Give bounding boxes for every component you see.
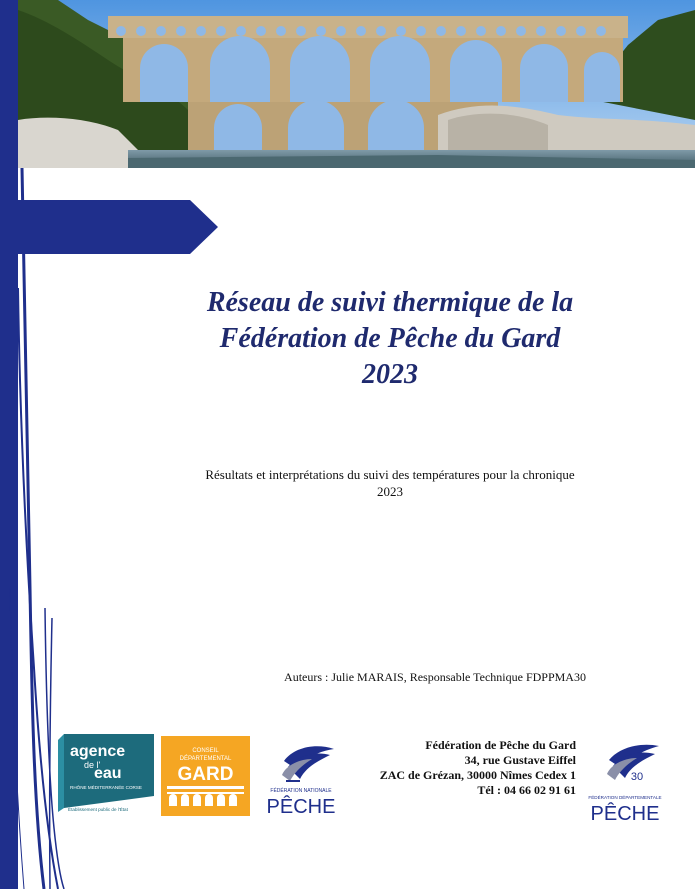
header-photo-pont-du-gard bbox=[18, 0, 695, 168]
contact-phone: Tél : 04 66 02 91 61 bbox=[477, 783, 576, 797]
gard-departemental: DÉPARTEMENTAL bbox=[179, 756, 232, 762]
title-line-3: 2023 bbox=[362, 359, 418, 390]
fd30-line2: PÊCHE bbox=[590, 803, 660, 824]
arrow-banner bbox=[18, 200, 218, 254]
subtitle-line-2: 2023 bbox=[377, 484, 403, 499]
fd30-number: 30 bbox=[630, 771, 644, 783]
conseil-departemental-gard-logo bbox=[161, 736, 250, 816]
fd30-line1: FÉDÉRATION DÉPARTEMENTALE bbox=[588, 795, 662, 800]
contact-address bbox=[330, 738, 576, 798]
contact-street: 34, rue Gustave Eiffel bbox=[464, 753, 576, 767]
agence-region: RHÔNE MÉDITERRANÉE CORSE bbox=[70, 785, 142, 790]
title-line-2: Fédération de Pêche du Gard bbox=[219, 323, 561, 354]
agence-footer: Établissement public de l'État bbox=[68, 807, 128, 812]
contact-zone: ZAC de Grézan, 30000 Nîmes Cedex 1 bbox=[379, 768, 576, 782]
subtitle-line-1: Résultats et interprétations du suivi des températures pour la chronique bbox=[205, 467, 575, 482]
gard-name: GARD bbox=[177, 764, 234, 785]
document-subtitle bbox=[150, 466, 630, 500]
fnp-line1: FÉDÉRATION NATIONALE bbox=[270, 788, 332, 794]
fnp-line2: PÊCHE bbox=[266, 796, 336, 817]
authors-line: Auteurs : Julie MARAIS, Responsable Technique FDPPMA30 bbox=[284, 670, 586, 684]
gard-conseil: CONSEIL bbox=[192, 748, 219, 754]
agence-de-l-eau-logo bbox=[58, 734, 154, 812]
document-title bbox=[150, 285, 630, 393]
federation-departementale-30-logo bbox=[583, 738, 667, 824]
agence-word: agence bbox=[70, 743, 126, 760]
title-line-1: Réseau de suivi thermique de la bbox=[206, 287, 574, 318]
de-l-word: de l' bbox=[84, 760, 101, 770]
contact-organization: Fédération de Pêche du Gard bbox=[425, 738, 576, 752]
eau-word: eau bbox=[94, 765, 122, 782]
